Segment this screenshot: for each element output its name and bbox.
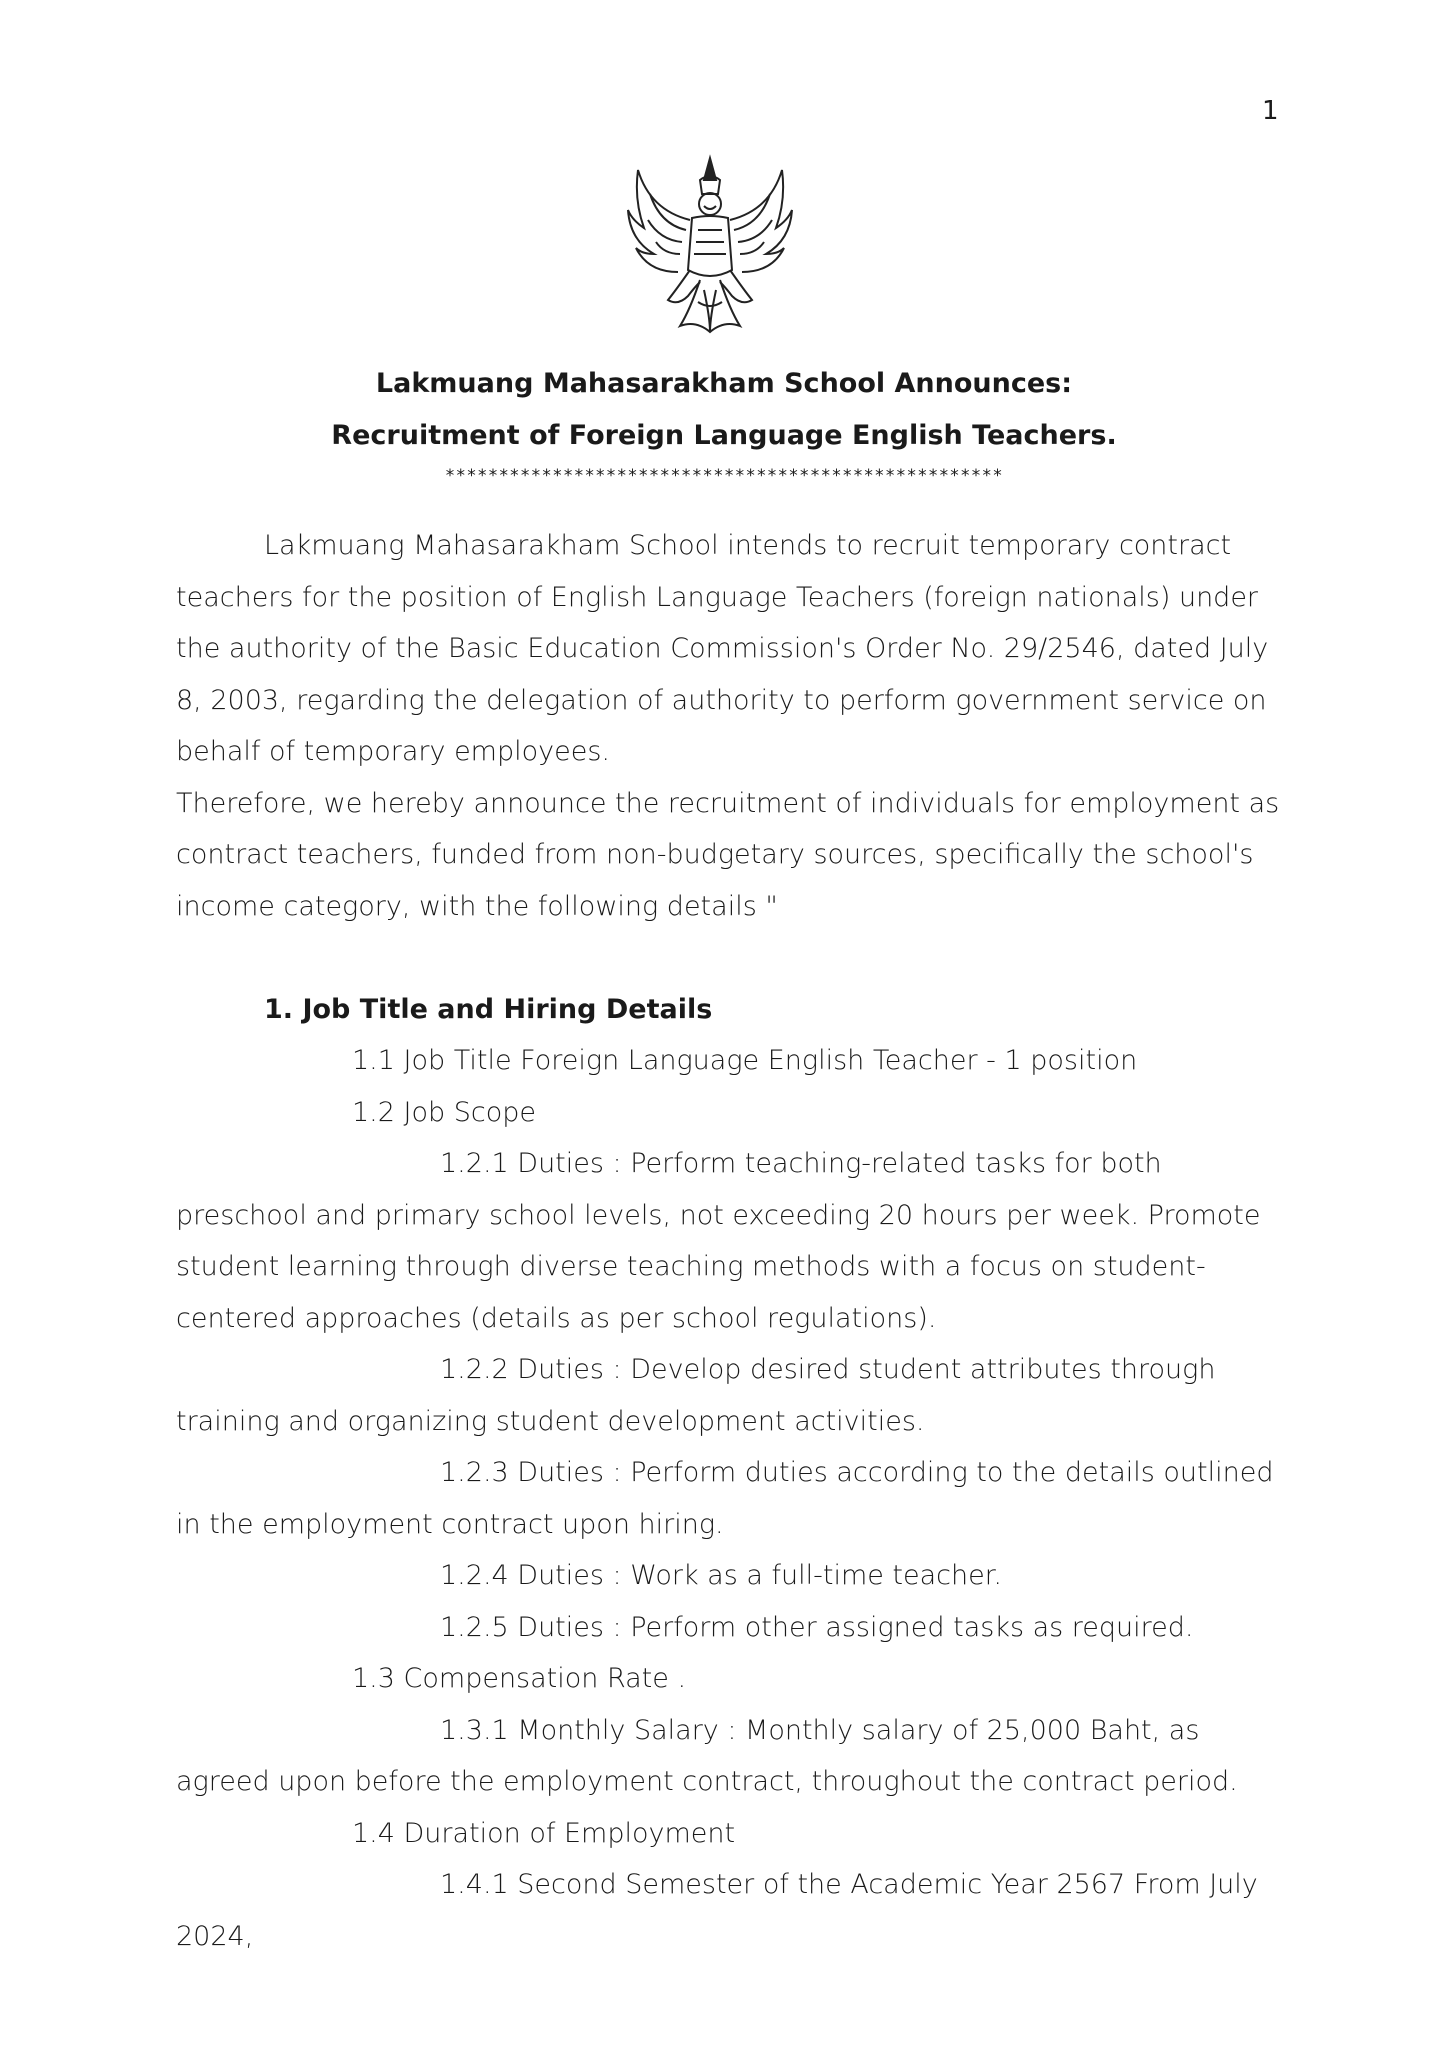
announcement-subtitle: Recruitment of Foreign Language English Teachers.: [331, 420, 1117, 451]
subsection-compensation: 1.3 Compensation Rate .: [352, 1663, 687, 1694]
duty-item-4: 1.2.4 Duties : Work as a full-time teacher.: [440, 1560, 1002, 1591]
intro-paragraph-2: Therefore, we hereby announce the recruitment of individuals for employment as contract teachers, funded from non-budgetary sources, specifically the school's income category, with the following details ": [176, 787, 1280, 922]
subsection-duration: 1.4 Duration of Employment: [352, 1817, 736, 1849]
spacer: [176, 932, 1286, 984]
intro-paragraph: Lakmuang Mahasarakham School intends to recruit temporary contract teachers for the position of English Language Teachers (foreign nationals) under the authority of the Basic Education Commission's Order No. 29/2546, dated July 8, 2003, regarding the delegation of authority to perform government service on behalf of temporary employees.: [176, 530, 1269, 767]
salary-item: 1.3.1 Monthly Salary : Monthly salary of 25,000 Baht, as agreed upon before the employment contract, throughout the contract period.: [176, 1714, 1238, 1797]
subsection-job-scope: 1.2 Job Scope: [352, 1096, 536, 1128]
asterisk-separator: ****************************************************: [444, 466, 1004, 486]
announcement-title: Lakmuang Mahasarakham School Announces:: [375, 368, 1073, 399]
duty-item-5: 1.2.5 Duties : Perform other assigned tasks as required.: [440, 1611, 1194, 1643]
subsection-job-title: 1.1 Job Title Foreign Language English Teacher - 1 position: [352, 1045, 1138, 1076]
duty-item-3: 1.2.3 Duties : Perform duties according to the details outlined in the employment contract upon hiring.: [176, 1457, 1274, 1540]
garuda-emblem-icon: [620, 150, 800, 340]
duty-item-1: 1.2.1 Duties : Perform teaching-related tasks for both preschool and primary school levels, not exceeding 20 hours per week. Promote student learning through diverse teaching methods with a focus on student-centered approaches (details as per school regulations).: [176, 1148, 1261, 1334]
duty-item-2: 1.2.2 Duties : Develop desired student attributes through training and organizing student development activities.: [176, 1354, 1216, 1437]
page-number: 1: [1262, 96, 1279, 126]
duration-item: 1.4.1 Second Semester of the Academic Year 2567 From July 2024,: [176, 1869, 1258, 1952]
section-heading: 1. Job Title and Hiring Details: [264, 993, 713, 1025]
document-body: [176, 520, 1286, 1962]
